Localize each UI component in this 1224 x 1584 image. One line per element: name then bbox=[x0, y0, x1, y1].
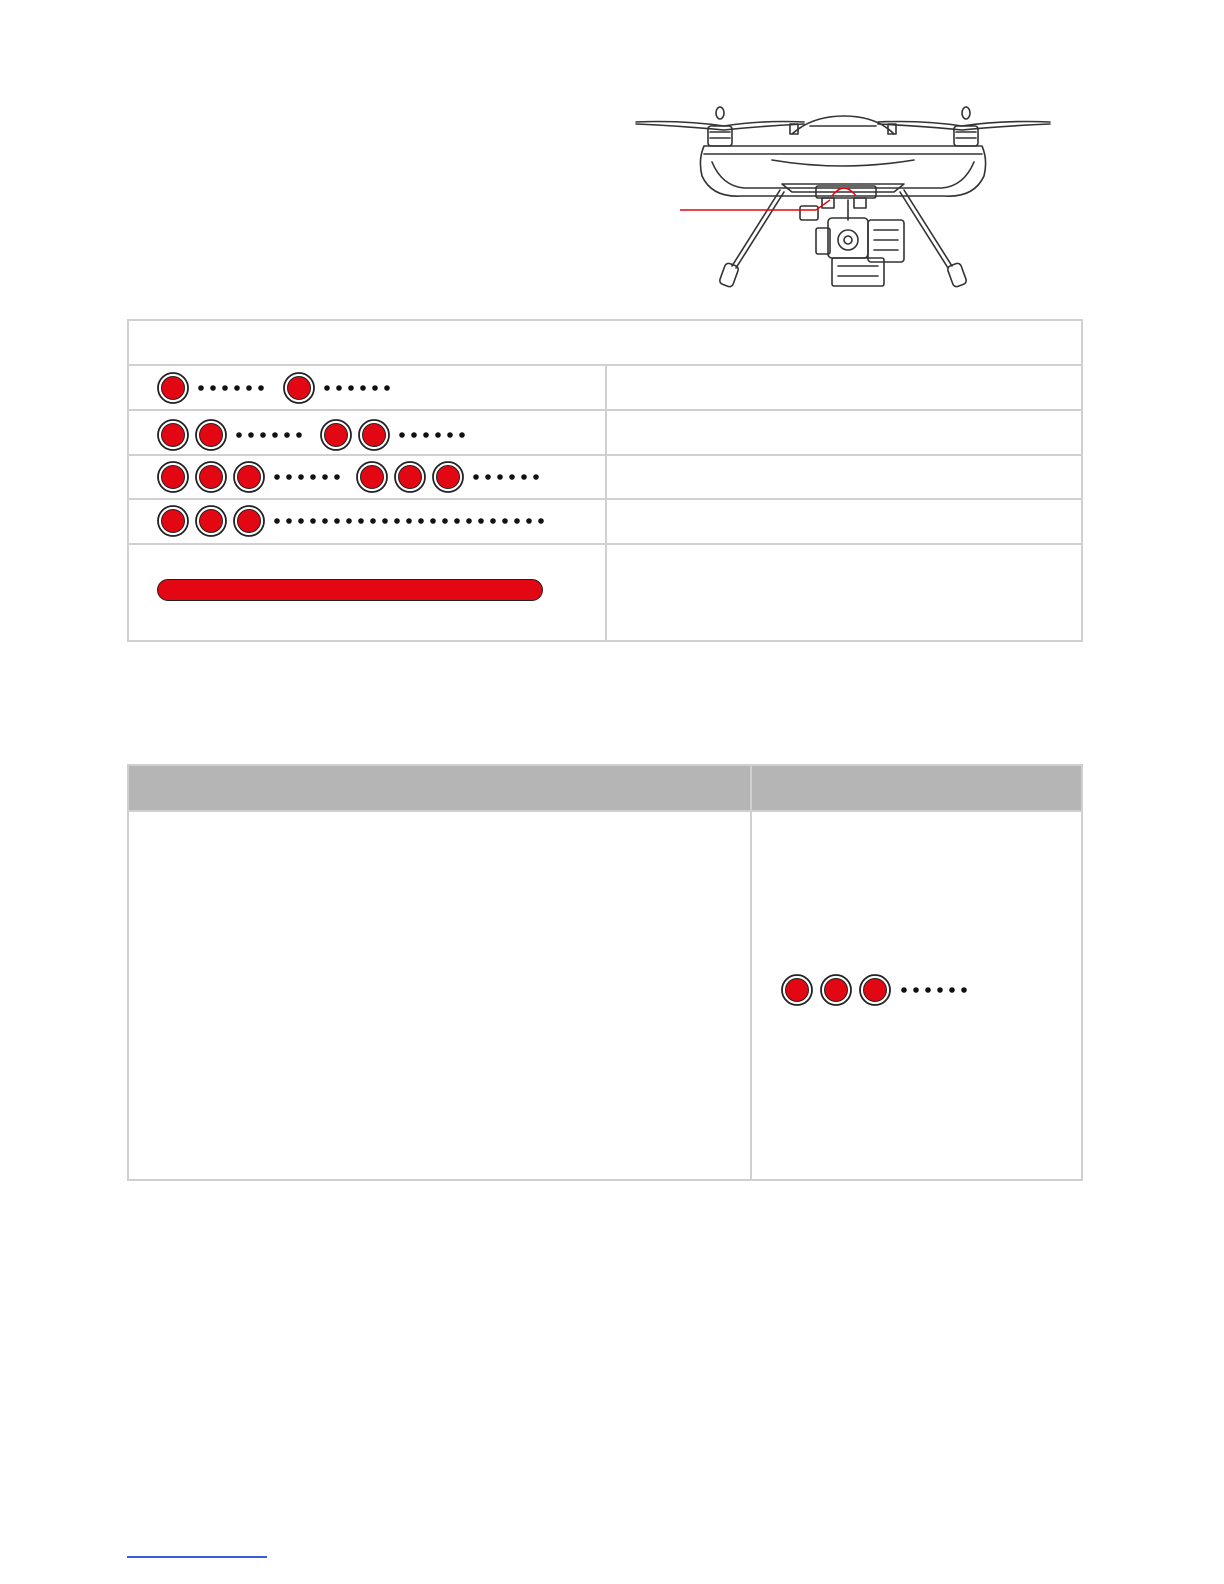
solid-led-bar bbox=[157, 579, 543, 601]
led-row-2-description bbox=[605, 411, 1081, 454]
drone-illustration bbox=[632, 100, 1056, 296]
led-table-row-2 bbox=[129, 411, 1081, 456]
footer-link-underline[interactable] bbox=[127, 1556, 267, 1558]
led-table-row-4 bbox=[129, 500, 1081, 545]
status-table bbox=[127, 764, 1083, 1181]
led-row-1-description bbox=[605, 366, 1081, 409]
status-table-header-left bbox=[129, 766, 750, 810]
status-table-body-text bbox=[129, 766, 130, 767]
led-row-5-description bbox=[605, 545, 1081, 640]
led-row-3-description bbox=[605, 456, 1081, 498]
led-table-row-3 bbox=[129, 456, 1081, 500]
status-led-pattern bbox=[779, 972, 979, 1008]
status-table-header-right bbox=[752, 766, 1081, 810]
led-row-4-description bbox=[605, 500, 1081, 543]
led-pattern-table bbox=[127, 319, 1083, 642]
led-table-row-1 bbox=[129, 366, 1081, 411]
header-divider bbox=[129, 810, 1081, 812]
column-divider bbox=[750, 766, 752, 1179]
